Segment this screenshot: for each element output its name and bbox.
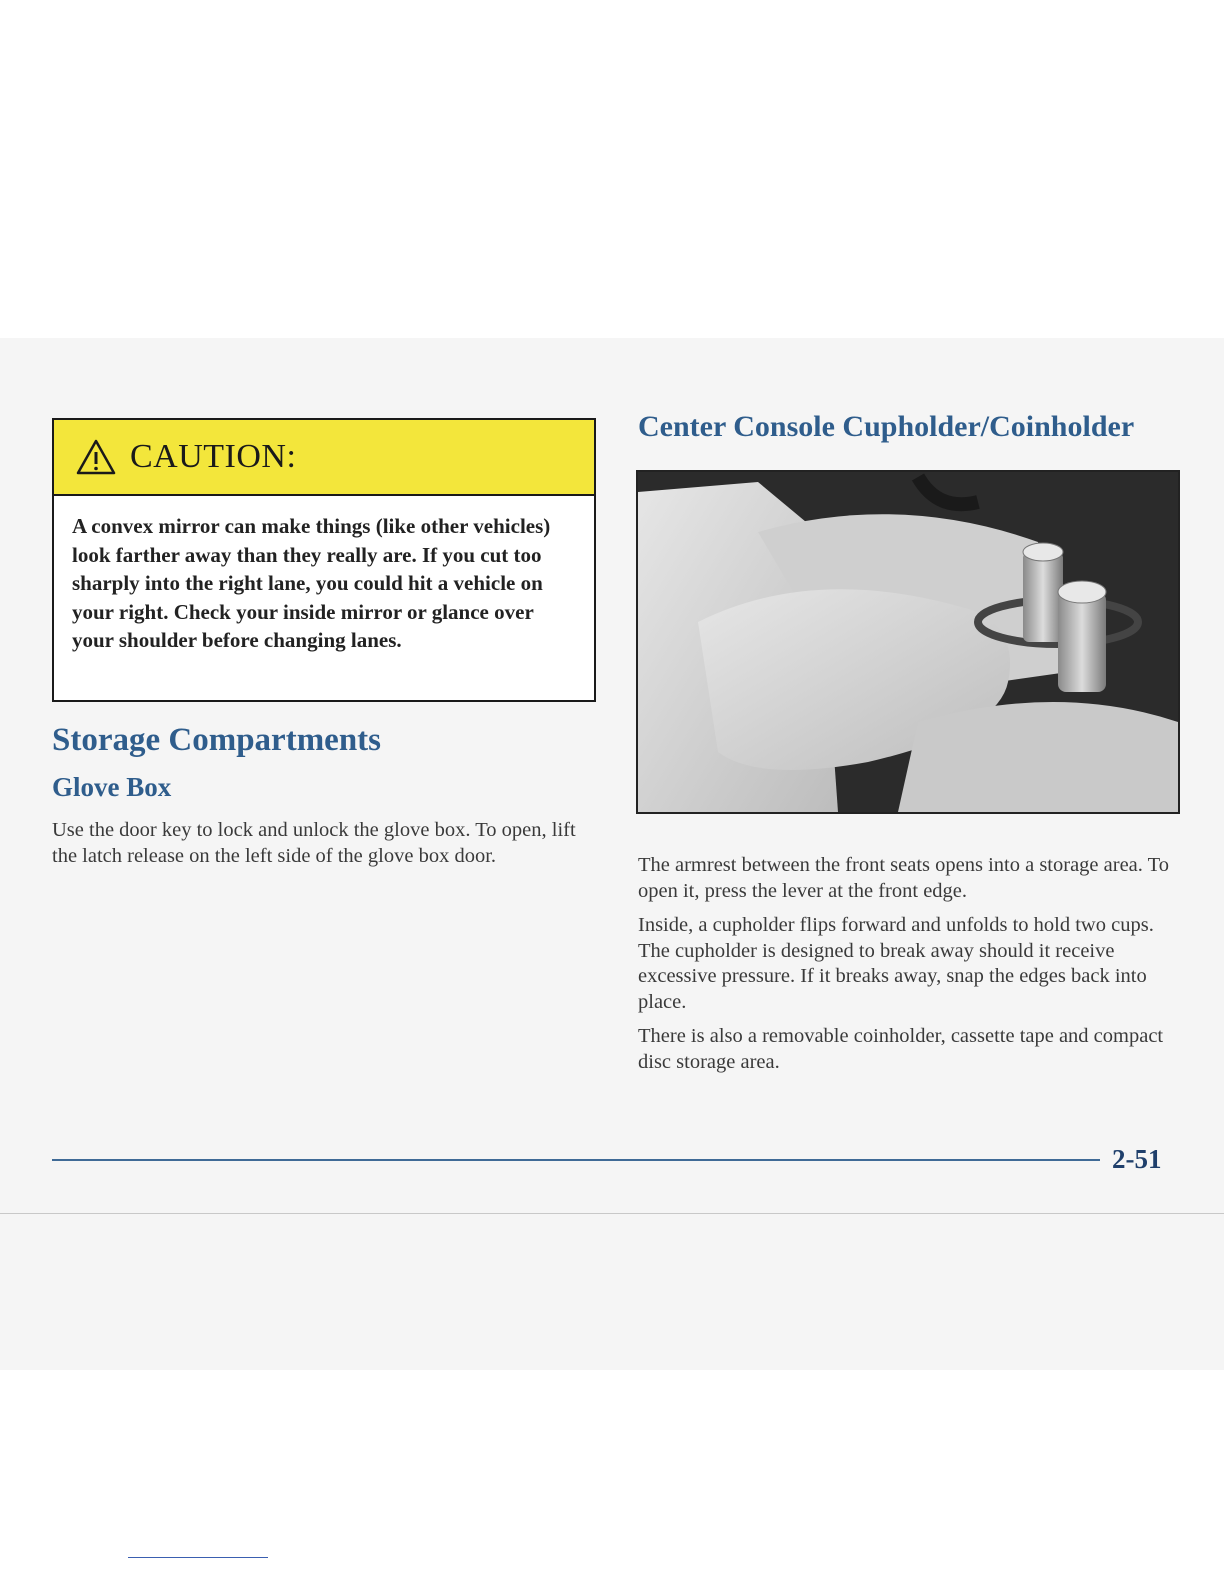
console-paragraph: The armrest between the front seats opens into a storage area. To open it, press the lever at the front edge. bbox=[638, 854, 1169, 902]
caution-text: A convex mirror can make things (like other vehicles) look farther away than they really are. If you cut too sharply into the right lane, you could hit a vehicle on your right. Check your inside mirror or glance over your shoulder before changing lanes. bbox=[72, 514, 551, 652]
subsection-title: Glove Box bbox=[52, 772, 172, 802]
console-paragraph: There is also a removable coinholder, cassette tape and compact disc storage area. bbox=[638, 1025, 1164, 1073]
glove-box-paragraph: Use the door key to lock and unlock the glove box. To open, lift the latch release on the left side of the glove box door. bbox=[52, 819, 576, 867]
cupholder-photo bbox=[636, 470, 1180, 814]
section-title: Storage Compartments bbox=[52, 722, 382, 758]
console-paragraphs bbox=[638, 853, 1178, 1084]
console-title: Center Console Cupholder/Coinholder bbox=[638, 410, 1135, 443]
warning-triangle-icon bbox=[76, 439, 116, 475]
caution-header bbox=[54, 420, 594, 496]
console-paragraph: Inside, a cupholder flips forward and unfolds to hold two cups. The cupholder is designed to break away should it receive excessive pressure. If it breaks away, snap the edges back into place. bbox=[638, 914, 1154, 1013]
footer-mark bbox=[128, 1557, 268, 1558]
cupholder-illustration bbox=[638, 472, 1178, 812]
footer-rule bbox=[52, 1159, 1100, 1161]
caution-title: CAUTION: bbox=[130, 438, 297, 475]
caution-box bbox=[52, 418, 596, 702]
page-number: 2-51 bbox=[1112, 1144, 1162, 1174]
sheet-edge-line bbox=[0, 1213, 1224, 1214]
